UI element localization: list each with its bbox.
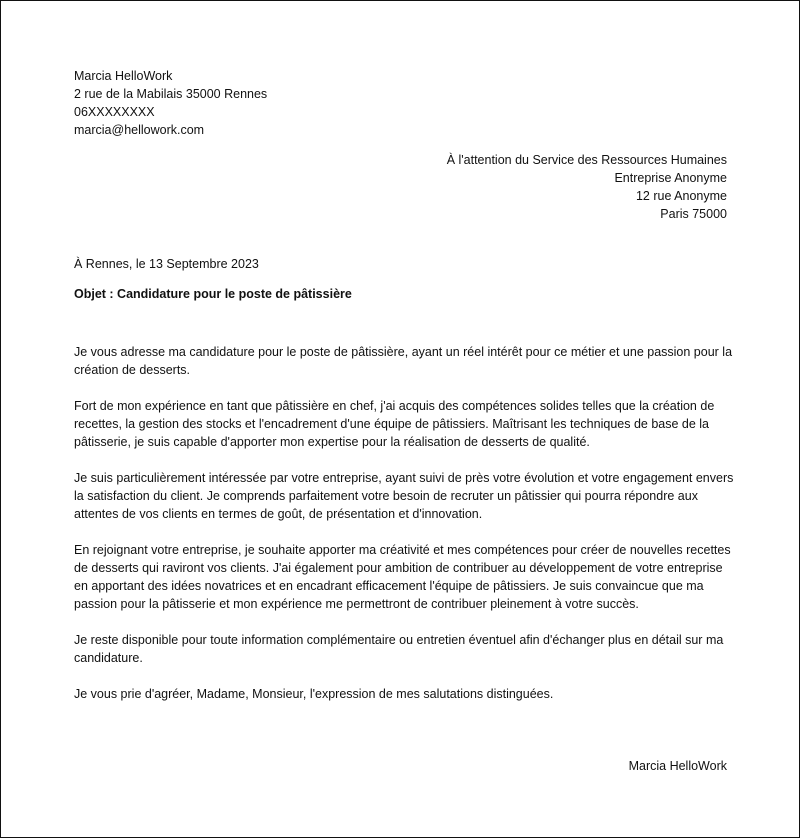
- sender-email: marcia@hellowork.com: [74, 123, 205, 137]
- letter-date: À Rennes, le 13 Septembre 2023: [74, 257, 259, 271]
- letter-subject: Objet : Candidature pour le poste de pâtissière: [74, 287, 352, 301]
- body-paragraph: Fort de mon expérience en tant que pâtissière en chef, j'ai acquis des compétences solides telles que la création de recettes, la gestion des stocks et l'encadrement d'une équipe de pâtissiers. Maîtrisant les techniques de base de la pâtisserie, je suis capable d'apporter mon expertise pour la réalisation de desserts de qualité.: [74, 399, 715, 449]
- letter-body: [74, 343, 734, 721]
- sender-phone: 06XXXXXXXX: [74, 105, 155, 119]
- signature: Marcia HelloWork: [628, 759, 727, 773]
- body-paragraph: Je suis particulièrement intéressée par votre entreprise, ayant suivi de près votre évolution et votre engagement envers la satisfaction du client. Je comprends parfaitement votre besoin de recruter un pâtissier qui pourra répondre aux attentes de vos clients en termes de goût, de présentation et d'innovation.: [74, 471, 734, 521]
- sender-name: Marcia HelloWork: [74, 69, 173, 83]
- body-paragraph: En rejoignant votre entreprise, je souhaite apporter ma créativité et mes compétences pour créer de nouvelles recettes de desserts qui raviront vos clients. J'ai également pour ambition de contribuer au développement de votre entreprise en apportant des idées novatrices et en encadrant efficacement l'équipe de pâtissiers. Je suis convaincue que ma passion pour la pâtisserie et mon expérience me permettront de contribuer pleinement à votre succès.: [74, 543, 731, 611]
- body-paragraph: Je vous adresse ma candidature pour le poste de pâtissière, ayant un réel intérêt pour ce métier et une passion pour la création de desserts.: [74, 345, 733, 377]
- body-paragraph: Je reste disponible pour toute information complémentaire ou entretien éventuel afin d'échanger plus en détail sur ma candidature.: [74, 633, 724, 665]
- recipient-block: [447, 151, 727, 223]
- recipient-street: 12 rue Anonyme: [635, 189, 727, 203]
- recipient-city: Paris 75000: [660, 207, 727, 221]
- sender-block: [74, 67, 267, 139]
- recipient-attention: À l'attention du Service des Ressources Humaines: [446, 153, 727, 167]
- closing-paragraph: Je vous prie d'agréer, Madame, Monsieur, l'expression de mes salutations distinguées.: [74, 687, 554, 701]
- sender-address: 2 rue de la Mabilais 35000 Rennes: [74, 87, 268, 101]
- recipient-company: Entreprise Anonyme: [614, 171, 727, 185]
